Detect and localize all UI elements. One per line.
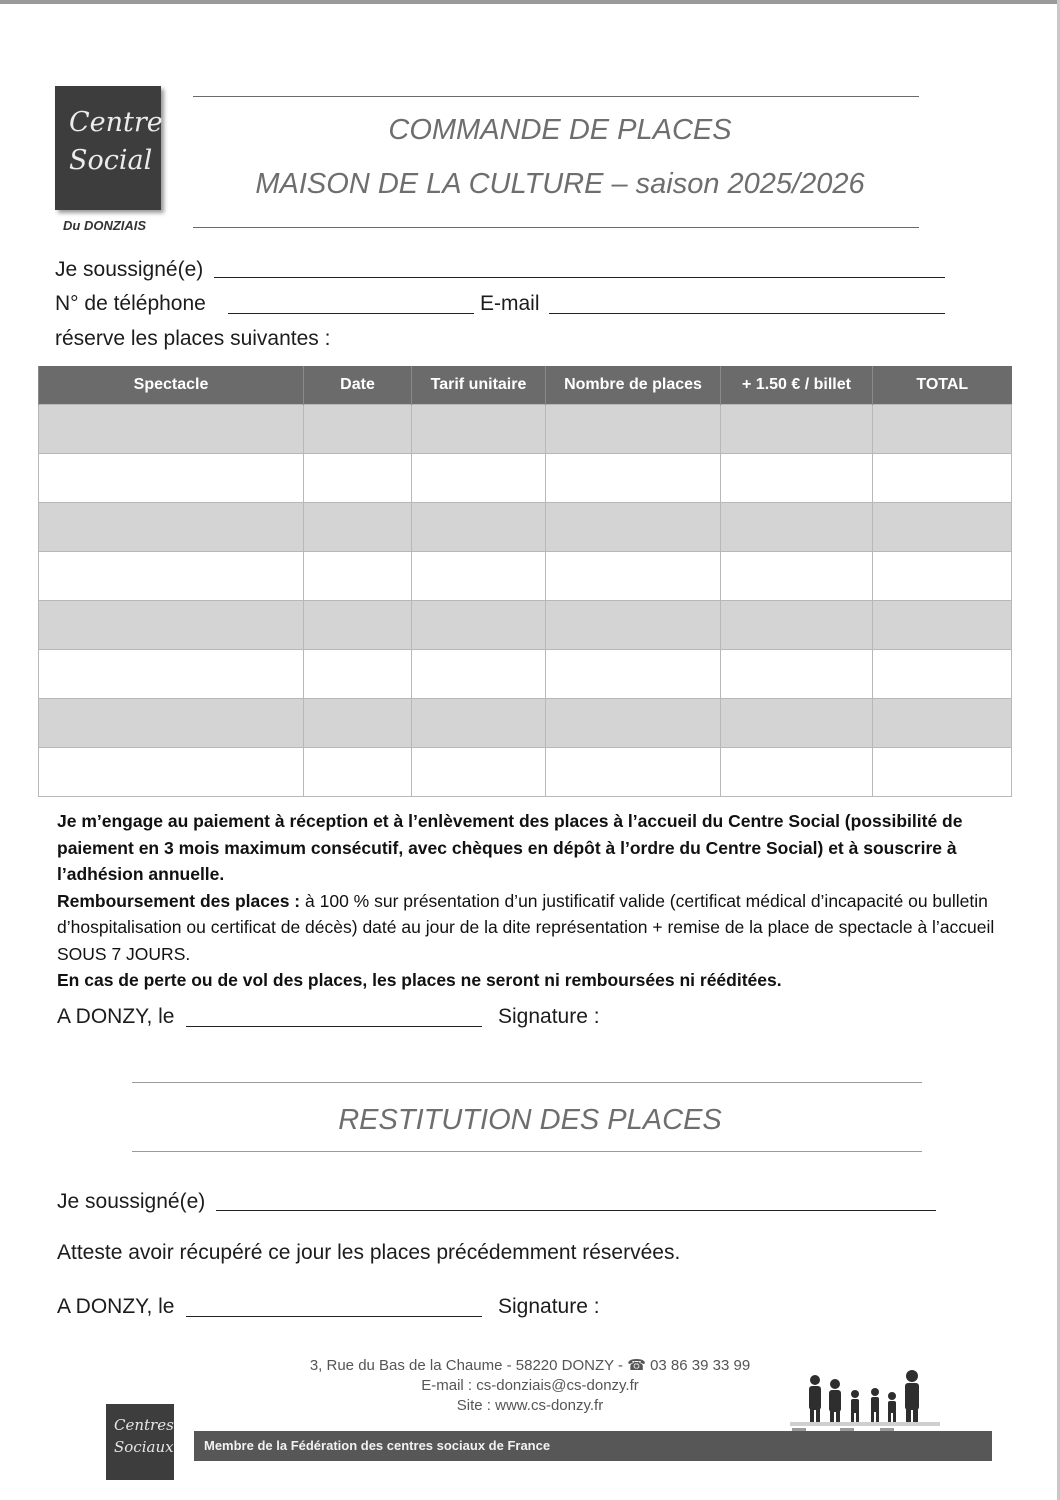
soussigne-label: Je soussigné(e)	[55, 258, 204, 281]
table-row	[39, 405, 1012, 454]
cell-total[interactable]	[873, 650, 1012, 699]
cell-total[interactable]	[873, 748, 1012, 797]
cell-supplement[interactable]	[721, 748, 873, 797]
engagement-text: Je m’engage au paiement à réception et à l’enlèvement des places à l’accueil du Centre Social (possibilité de paiement en 3 mois maximum consécutif, avec chèques en dépôt à l’ordre du Centre Social) et à souscrire à l’adhésion annuelle.	[57, 811, 963, 884]
refund-title: Remboursement des places :	[57, 890, 301, 911]
cell-spectacle[interactable]	[39, 650, 304, 699]
donzy-date-field[interactable]	[186, 1026, 482, 1027]
page-title: COMMANDE DE PLACES	[388, 114, 732, 146]
table-row	[39, 650, 1012, 699]
restitution-date-label: A DONZY, le	[57, 1295, 175, 1318]
logo-subtitle: Du DONZIAIS	[63, 218, 147, 233]
soussigne-field[interactable]	[214, 277, 945, 278]
centres-sociaux-wordmark	[114, 1414, 174, 1458]
page-subtitle: MAISON DE LA CULTURE – saison 2025/2026	[255, 168, 865, 200]
cell-supplement[interactable]	[721, 552, 873, 601]
footer-site: Site : www.cs-donzy.fr	[456, 1397, 604, 1414]
cell-tarif[interactable]	[412, 650, 546, 699]
centres-sociaux-logo	[106, 1404, 174, 1480]
col-header-tarif: Tarif unitaire	[412, 366, 546, 405]
restitution-soussigne-label: Je soussigné(e)	[57, 1190, 206, 1213]
cell-supplement[interactable]	[721, 601, 873, 650]
footer-logo-line2: Sociaux	[114, 1438, 174, 1456]
order-table	[38, 366, 1012, 797]
telephone-label: N° de téléphone	[55, 292, 206, 315]
cell-tarif[interactable]	[412, 748, 546, 797]
telephone-field[interactable]	[228, 313, 474, 314]
footer-contact	[230, 1356, 830, 1416]
cell-date[interactable]	[304, 552, 412, 601]
cell-date[interactable]	[304, 699, 412, 748]
loss-text: En cas de perte ou de vol des places, les places ne seront ni remboursées ni rééditées.	[57, 970, 782, 990]
refund-text: à 100 % sur présentation d’un justificatif valide (certificat médical d’incapacité ou bulletin d’hospitalisation ou certificat de décès) daté au jour de la dite représentation + remise de la place de spectacle à l’accueil SOUS 7 JOURS.	[57, 890, 995, 964]
col-header-total: TOTAL	[873, 366, 1012, 405]
cell-nombre[interactable]	[546, 552, 721, 601]
logo-line2: Social	[69, 145, 153, 176]
page-top-edge	[0, 0, 1060, 4]
cell-nombre[interactable]	[546, 748, 721, 797]
col-header-date: Date	[304, 366, 412, 405]
cell-tarif[interactable]	[412, 552, 546, 601]
cell-supplement[interactable]	[721, 405, 873, 454]
cell-total[interactable]	[873, 552, 1012, 601]
table-row	[39, 454, 1012, 503]
cell-spectacle[interactable]	[39, 405, 304, 454]
logo-wordmark	[69, 104, 163, 180]
federation-text: Membre de la Fédération des centres sociaux de France	[204, 1438, 551, 1453]
logo-line1: Centre	[69, 107, 163, 138]
cell-nombre[interactable]	[546, 454, 721, 503]
cell-nombre[interactable]	[546, 503, 721, 552]
restitution-soussigne-field[interactable]	[216, 1210, 936, 1211]
cell-date[interactable]	[304, 503, 412, 552]
signature-label: Signature :	[498, 1005, 600, 1028]
family-silhouette-icon	[780, 1360, 950, 1440]
header-top-rule	[193, 96, 919, 97]
donzy-date-label: A DONZY, le	[57, 1005, 175, 1028]
cell-spectacle[interactable]	[39, 454, 304, 503]
terms-block	[57, 808, 999, 994]
col-header-nombre: Nombre de places	[546, 366, 721, 405]
attest-text: Atteste avoir récupéré ce jour les places précédemment réservées.	[57, 1241, 681, 1264]
cell-spectacle[interactable]	[39, 601, 304, 650]
restitution-title: RESTITUTION DES PLACES	[338, 1104, 722, 1136]
cell-total[interactable]	[873, 405, 1012, 454]
table-row	[39, 552, 1012, 601]
footer-address: 3, Rue du Bas de la Chaume - 58220 DONZY - ☎ 03 86 39 33 99	[309, 1357, 751, 1374]
cell-spectacle[interactable]	[39, 552, 304, 601]
footer-email: E-mail : cs-donziais@cs-donzy.fr	[421, 1377, 639, 1394]
footer-logo-line1: Centres	[114, 1416, 174, 1434]
cell-nombre[interactable]	[546, 650, 721, 699]
email-label: E-mail	[480, 292, 540, 315]
cell-total[interactable]	[873, 454, 1012, 503]
restitution-date-field[interactable]	[186, 1316, 482, 1317]
cell-nombre[interactable]	[546, 699, 721, 748]
cell-date[interactable]	[304, 454, 412, 503]
cell-nombre[interactable]	[546, 601, 721, 650]
cell-tarif[interactable]	[412, 699, 546, 748]
cell-spectacle[interactable]	[39, 503, 304, 552]
cell-total[interactable]	[873, 699, 1012, 748]
cell-supplement[interactable]	[721, 650, 873, 699]
table-header-row	[39, 366, 1012, 405]
cell-tarif[interactable]	[412, 405, 546, 454]
cell-date[interactable]	[304, 601, 412, 650]
centre-social-logo	[55, 86, 161, 210]
cell-date[interactable]	[304, 405, 412, 454]
restitution-signature-label: Signature :	[498, 1295, 600, 1318]
cell-tarif[interactable]	[412, 601, 546, 650]
table-row	[39, 503, 1012, 552]
cell-date[interactable]	[304, 650, 412, 699]
table-row	[39, 699, 1012, 748]
email-field[interactable]	[549, 313, 945, 314]
cell-supplement[interactable]	[721, 503, 873, 552]
header-bottom-rule	[193, 227, 919, 228]
cell-supplement[interactable]	[721, 699, 873, 748]
cell-total[interactable]	[873, 601, 1012, 650]
col-header-spectacle: Spectacle	[39, 366, 304, 405]
cell-spectacle[interactable]	[39, 748, 304, 797]
cell-tarif[interactable]	[412, 503, 546, 552]
federation-banner	[194, 1431, 992, 1461]
cell-tarif[interactable]	[412, 454, 546, 503]
cell-supplement[interactable]	[721, 454, 873, 503]
cell-total[interactable]	[873, 503, 1012, 552]
table-row	[39, 748, 1012, 797]
cell-date[interactable]	[304, 748, 412, 797]
cell-spectacle[interactable]	[39, 699, 304, 748]
col-header-supplement: + 1.50 € / billet	[721, 366, 873, 405]
table-row	[39, 601, 1012, 650]
reserve-label: réserve les places suivantes :	[55, 327, 331, 350]
refund-paragraph	[57, 888, 999, 968]
cell-nombre[interactable]	[546, 405, 721, 454]
restitution-bottom-rule	[132, 1151, 922, 1152]
restitution-top-rule	[132, 1082, 922, 1083]
